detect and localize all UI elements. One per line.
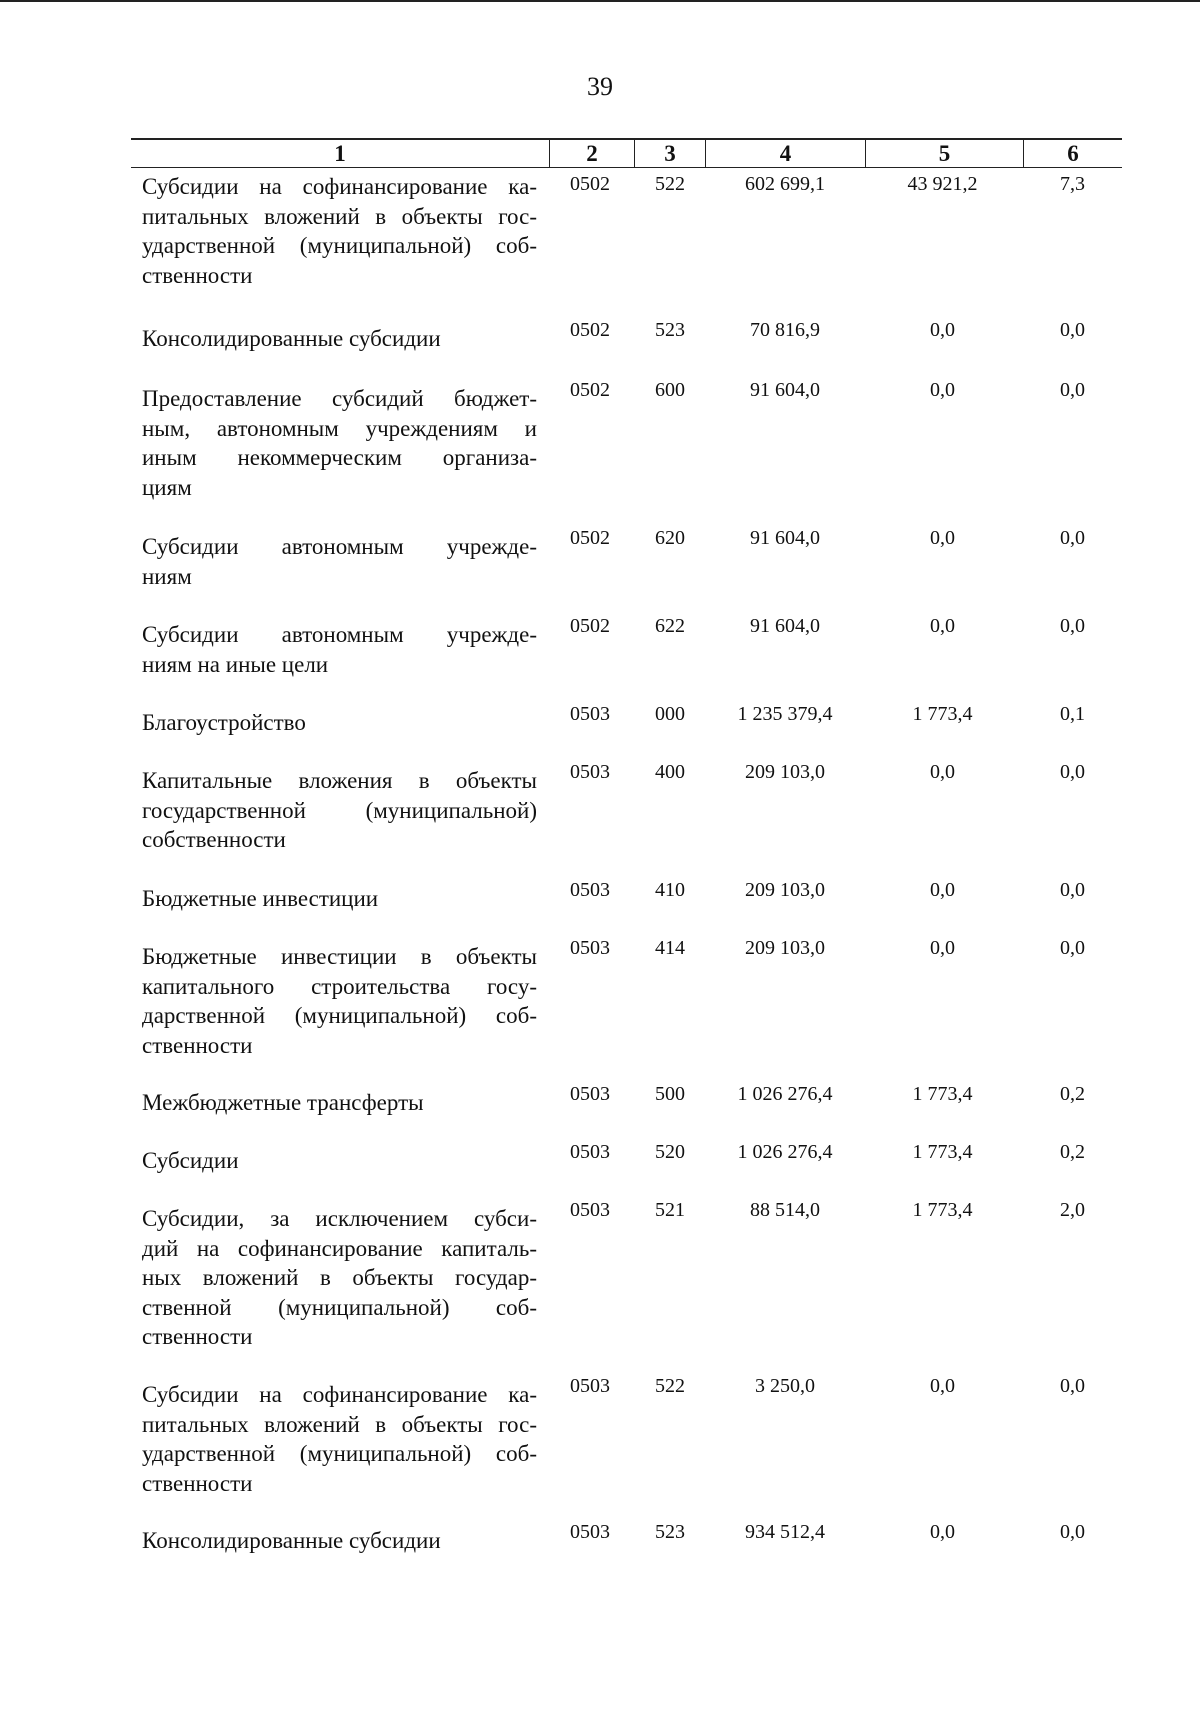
type-code-cell: 600 bbox=[655, 379, 685, 401]
type-code-cell: 400 bbox=[655, 761, 685, 783]
section-code-cell: 0502 bbox=[570, 527, 610, 549]
plan-amount-cell: 1 026 276,4 bbox=[737, 1141, 833, 1163]
section-code-cell: 0503 bbox=[570, 703, 610, 725]
section-code-cell: 0502 bbox=[570, 173, 610, 195]
row-name-line: ударственной (муниципальной) соб- bbox=[142, 1441, 537, 1466]
row-name-line: иным некоммерческим организа- bbox=[142, 445, 537, 470]
actual-amount-cell: 0,0 bbox=[930, 379, 955, 401]
section-code-cell: 0503 bbox=[570, 1199, 610, 1221]
plan-amount-cell: 88 514,0 bbox=[750, 1199, 820, 1221]
row-name-line: Субсидии автономным учрежде- bbox=[142, 534, 537, 559]
section-code-cell: 0503 bbox=[570, 761, 610, 783]
row-name-line: дарственной (муниципальной) соб- bbox=[142, 1003, 537, 1028]
percent-cell: 0,2 bbox=[1060, 1083, 1085, 1105]
row-name-line: ственной (муниципальной) соб- bbox=[142, 1294, 537, 1320]
percent-cell: 0,0 bbox=[1060, 379, 1085, 401]
percent-cell: 0,0 bbox=[1060, 1521, 1085, 1543]
type-code-cell: 523 bbox=[655, 1521, 685, 1543]
plan-amount-cell: 70 816,9 bbox=[750, 319, 820, 341]
row-name-line: ниям на иные цели bbox=[142, 651, 329, 677]
section-code-cell: 0503 bbox=[570, 1375, 610, 1397]
row-name-cell bbox=[142, 942, 537, 1060]
row-name-line: ственности bbox=[142, 262, 253, 288]
row-name-cell bbox=[142, 620, 537, 679]
row-name-line: Консолидированные субсидии bbox=[142, 326, 441, 351]
row-name-line: ственности bbox=[142, 1324, 253, 1349]
percent-cell: 0,0 bbox=[1060, 761, 1085, 783]
section-code-cell: 0503 bbox=[570, 1141, 610, 1163]
percent-cell: 0,1 bbox=[1060, 703, 1085, 725]
header-col-2: 2 bbox=[549, 140, 634, 168]
row-name-line: циям bbox=[142, 474, 192, 500]
header-col-6: 6 bbox=[1023, 140, 1122, 168]
row-name-line: Субсидии на софинансирование ка- bbox=[142, 1382, 537, 1407]
page-top-rule bbox=[0, 0, 1200, 2]
actual-amount-cell: 1 773,4 bbox=[912, 1141, 973, 1163]
plan-amount-cell: 91 604,0 bbox=[750, 615, 820, 637]
row-name-cell bbox=[142, 1204, 537, 1352]
percent-cell: 7,3 bbox=[1060, 173, 1085, 195]
row-name-line: Субсидии автономным учрежде- bbox=[142, 622, 537, 647]
percent-cell: 0,0 bbox=[1060, 527, 1085, 549]
row-name-line: ных вложений в объекты государ- bbox=[142, 1265, 537, 1290]
plan-amount-cell: 91 604,0 bbox=[750, 379, 820, 401]
plan-amount-cell: 602 699,1 bbox=[745, 173, 825, 195]
type-code-cell: 522 bbox=[655, 1375, 685, 1397]
actual-amount-cell: 43 921,2 bbox=[907, 173, 978, 195]
row-name-line: Капитальные вложения в объекты bbox=[142, 768, 537, 793]
row-name-cell bbox=[142, 766, 537, 855]
row-name-line: ударственной (муниципальной) соб- bbox=[142, 233, 537, 258]
section-code-cell: 0502 bbox=[570, 319, 610, 341]
row-name-cell bbox=[142, 532, 537, 591]
actual-amount-cell: 1 773,4 bbox=[912, 1083, 973, 1105]
plan-amount-cell: 209 103,0 bbox=[745, 937, 825, 959]
percent-cell: 2,0 bbox=[1060, 1199, 1085, 1221]
header-col-1: 1 bbox=[334, 141, 346, 166]
row-name-line: Субсидии на софинансирование ка- bbox=[142, 174, 537, 199]
table-header bbox=[131, 138, 1122, 168]
row-name-cell bbox=[142, 1088, 537, 1118]
percent-cell: 0,0 bbox=[1060, 937, 1085, 959]
row-name-line: собственности bbox=[142, 827, 286, 852]
percent-cell: 0,0 bbox=[1060, 879, 1085, 901]
row-name-line: дий на софинансирование капиталь- bbox=[142, 1235, 537, 1261]
actual-amount-cell: 0,0 bbox=[930, 527, 955, 549]
row-name-line: Бюджетные инвестиции в объекты bbox=[142, 944, 537, 969]
plan-amount-cell: 91 604,0 bbox=[750, 527, 820, 549]
actual-amount-cell: 1 773,4 bbox=[912, 1199, 973, 1221]
actual-amount-cell: 0,0 bbox=[930, 319, 955, 341]
page-number: 39 bbox=[587, 72, 613, 101]
actual-amount-cell: 0,0 bbox=[930, 615, 955, 637]
row-name-line: Субсидии, за исключением субси- bbox=[142, 1206, 537, 1231]
percent-cell: 0,0 bbox=[1060, 319, 1085, 341]
section-code-cell: 0503 bbox=[570, 1083, 610, 1105]
header-col-4: 4 bbox=[705, 140, 865, 168]
row-name-line: ственности bbox=[142, 1470, 253, 1496]
type-code-cell: 410 bbox=[655, 879, 685, 901]
type-code-cell: 522 bbox=[655, 173, 685, 195]
type-code-cell: 520 bbox=[655, 1141, 685, 1163]
section-code-cell: 0502 bbox=[570, 615, 610, 637]
row-name-cell bbox=[142, 1380, 537, 1498]
actual-amount-cell: 0,0 bbox=[930, 761, 955, 783]
row-name-line: Предоставление субсидий бюджет- bbox=[142, 386, 537, 411]
percent-cell: 0,0 bbox=[1060, 1375, 1085, 1397]
type-code-cell: 521 bbox=[655, 1199, 685, 1221]
plan-amount-cell: 1 235 379,4 bbox=[737, 703, 833, 725]
row-name-line: ственности bbox=[142, 1032, 253, 1058]
section-code-cell: 0503 bbox=[570, 879, 610, 901]
row-name-line: Межбюджетные трансферты bbox=[142, 1090, 424, 1115]
row-name-cell bbox=[142, 708, 537, 738]
section-code-cell: 0503 bbox=[570, 937, 610, 959]
percent-cell: 0,0 bbox=[1060, 615, 1085, 637]
type-code-cell: 414 bbox=[655, 937, 685, 959]
type-code-cell: 523 bbox=[655, 319, 685, 341]
row-name-line: капитального строительства госу- bbox=[142, 973, 537, 999]
row-name-cell bbox=[142, 172, 537, 290]
row-name-cell bbox=[142, 324, 537, 354]
type-code-cell: 622 bbox=[655, 615, 685, 637]
section-code-cell: 0502 bbox=[570, 379, 610, 401]
row-name-line: государственной (муниципальной) bbox=[142, 797, 537, 823]
row-name-line: Благоустройство bbox=[142, 710, 306, 735]
actual-amount-cell: 0,0 bbox=[930, 879, 955, 901]
plan-amount-cell: 1 026 276,4 bbox=[737, 1083, 833, 1105]
row-name-line: питальных вложений в объекты гос- bbox=[142, 1411, 537, 1437]
actual-amount-cell: 0,0 bbox=[930, 1375, 955, 1397]
plan-amount-cell: 209 103,0 bbox=[745, 879, 825, 901]
header-col-3: 3 bbox=[634, 140, 705, 168]
actual-amount-cell: 0,0 bbox=[930, 937, 955, 959]
row-name-line: Консолидированные субсидии bbox=[142, 1528, 441, 1553]
row-name-cell bbox=[142, 384, 537, 502]
actual-amount-cell: 1 773,4 bbox=[912, 703, 973, 725]
type-code-cell: 000 bbox=[655, 703, 685, 725]
row-name-line: питальных вложений в объекты гос- bbox=[142, 203, 537, 229]
type-code-cell: 620 bbox=[655, 527, 685, 549]
row-name-line: ниям bbox=[142, 563, 192, 589]
actual-amount-cell: 0,0 bbox=[930, 1521, 955, 1543]
plan-amount-cell: 3 250,0 bbox=[755, 1375, 815, 1397]
row-name-line: ным, автономным учреждениям и bbox=[142, 415, 537, 441]
row-name-cell bbox=[142, 1526, 537, 1556]
header-col-5: 5 bbox=[865, 140, 1023, 168]
plan-amount-cell: 209 103,0 bbox=[745, 761, 825, 783]
row-name-cell bbox=[142, 884, 537, 914]
section-code-cell: 0503 bbox=[570, 1521, 610, 1543]
type-code-cell: 500 bbox=[655, 1083, 685, 1105]
row-name-line: Субсидии bbox=[142, 1148, 239, 1173]
row-name-cell bbox=[142, 1146, 537, 1176]
row-name-line: Бюджетные инвестиции bbox=[142, 886, 379, 911]
percent-cell: 0,2 bbox=[1060, 1141, 1085, 1163]
plan-amount-cell: 934 512,4 bbox=[745, 1521, 825, 1543]
